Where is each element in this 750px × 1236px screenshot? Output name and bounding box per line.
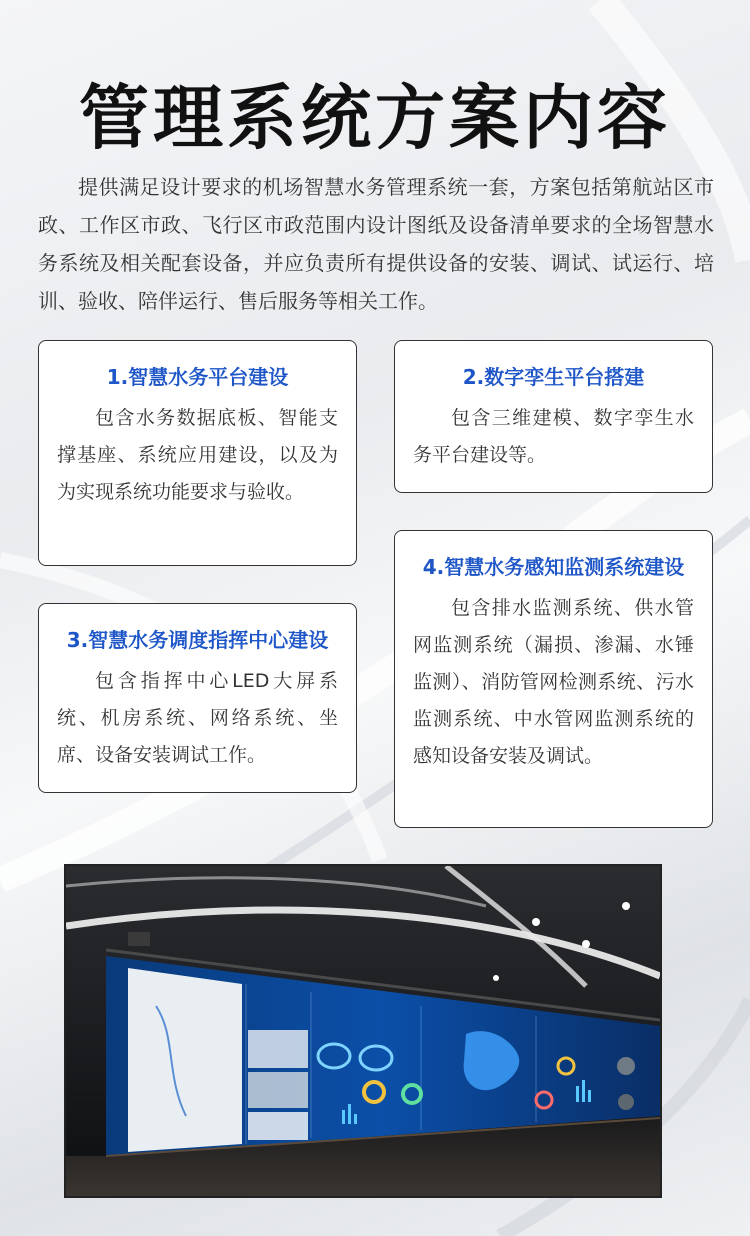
card-smart-water-platform [38, 340, 357, 566]
card-heading: 3.智慧水务调度指挥中心建设 [66, 628, 329, 652]
card-body: 包含排水监测系统、供水管网监测系统（漏损、渗漏、水锤监测）、消防管网检测系统、污水监测系统、中水管网监测系统的感知设备安装及调试。 [413, 597, 694, 767]
control-room-photo [64, 864, 662, 1198]
card-sensing-monitoring-system [394, 530, 713, 828]
card-heading: 4.智慧水务感知监测系统建设 [422, 555, 685, 579]
card-dispatch-command-center [38, 603, 357, 793]
control-room-video-wall-photo-icon [66, 866, 660, 1196]
card-body: 包含三维建模、数字孪生水务平台建设等。 [413, 407, 694, 466]
card-heading: 1.智慧水务平台建设 [106, 365, 289, 389]
card-body: 包含水务数据底板、智能支撑基座、系统应用建设，以及为为实现系统功能要求与验收。 [57, 407, 338, 503]
intro-paragraph: 提供满足设计要求的机场智慧水务管理系统一套，方案包括第航站区市政、工作区市政、飞行区市政范围内设计图纸及设备清单要求的全场智慧水务系统及相关配套设备，并应负责所有提供设备的安装、调试、试运行、培训、验收、陪伴运行、售后服务等相关工作。 [38, 175, 714, 313]
card-heading: 2.数字孪生平台搭建 [462, 365, 645, 389]
card-digital-twin-platform [394, 340, 713, 493]
page-title: 管理系统方案内容 [79, 77, 671, 159]
card-body: 包含指挥中心LED大屏系统、机房系统、网络系统、坐席、设备安装调试工作。 [57, 670, 338, 766]
